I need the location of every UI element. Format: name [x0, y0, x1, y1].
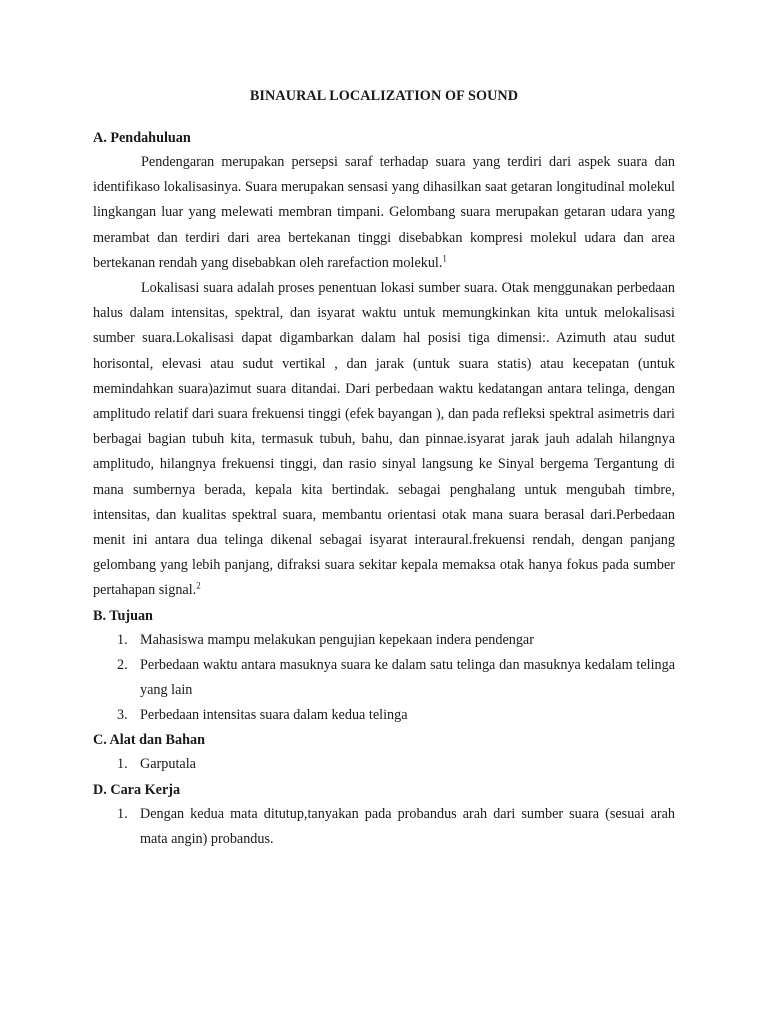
- list-number: 1.: [117, 805, 128, 822]
- list-item-text: Perbedaan intensitas suara dalam kedua telinga: [140, 707, 408, 724]
- section-c-heading: C. Alat dan Bahan: [93, 732, 205, 749]
- list-item: [93, 703, 675, 728]
- list-item: [93, 802, 675, 852]
- document-title: BINAURAL LOCALIZATION OF SOUND: [249, 88, 519, 104]
- section-b-heading: B. Tujuan: [93, 607, 153, 624]
- list-item-text: Garputala: [140, 756, 196, 773]
- footnote-ref-1[interactable]: 1: [442, 253, 447, 264]
- list-number: 3.: [117, 707, 128, 724]
- list-number: 2.: [117, 656, 128, 673]
- list-item: [93, 628, 675, 653]
- intro-paragraph-2: [93, 276, 675, 604]
- section-d-heading: D. Cara Kerja: [93, 781, 181, 798]
- intro-paragraph-2-text: Lokalisasi suara adalah proses penentuan lokasi sumber suara. Otak menggunakan perbedaan halus dalam intensitas, spektral, dan isyarat waktu untuk memungkinkan kita untuk melokalisasi sumber suara.Lokalisasi dapat digambarkan dalam hal posisi tiga dimensi:. Azimuth atau sudut horisontal, elevasi atau sudut vertikal , dan jarak (untuk suara statis) atau kecepatan (untuk memindahkan suara)azimut suara ditandai. Dari perbedaan waktu kedatangan antara telinga, dengan amplitudo relatif dari suara frekuensi tinggi (efek bayangan ), dan pada refleksi spektral asimetris dari berbagai bagian tubuh kita, termasuk tubuh, bahu, dan pinnae.isyarat jarak jauh adalah hilangnya amplitudo, hilangnya frekuensi tinggi, dan rasio sinyal langsung ke Sinyal bergema Tergantung di mana sumbernya berada, kepala kita bertindak. sebagai penghalang untuk mengubah timbre, intensitas, dan kualitas spektral suara, membantu orientasi otak mana suara berasal dari.Perbedaan menit ini antara dua telinga dikenal sebagai isyarat interaural.frekuensi rendah, dengan panjang gelombang yang lebih panjang, difraksi suara sekitar kepala memaksa otak hanya fokus pada sumber pertahapan signal.: [93, 280, 675, 599]
- section-a-heading: A. Pendahuluan: [93, 130, 191, 146]
- list-item: [93, 752, 675, 777]
- cara-kerja-list: [93, 802, 675, 852]
- list-item: [93, 653, 675, 703]
- list-number: 1.: [117, 756, 128, 773]
- intro-paragraph-1-text: Pendengaran merupakan persepsi saraf terhadap suara yang terdiri dari aspek suara dan identifikaso lokalisasinya. Suara merupakan sensasi yang dihasilkan saat getaran longitudinal molekul lingkangan luar yang melewati membran timpani. Gelombang suara merupakan getaran udara yang merambat dan terdiri dari area bertekanan tinggi disebabkan kompresi molekul udara dan area bertekanan rendah yang disebabkan oleh rarefaction molekul.: [93, 154, 675, 271]
- list-item-text: Dengan kedua mata ditutup,tanyakan pada probandus arah dari sumber suara (sesuai arah mata angin) probandus.: [140, 805, 675, 847]
- list-item-text: Mahasiswa mampu melakukan pengujian kepekaan indera pendengar: [140, 631, 534, 648]
- intro-paragraph-1: [93, 150, 675, 276]
- list-item-text: Perbedaan waktu antara masuknya suara ke dalam satu telinga dan masuknya kedalam telinga yang lain: [140, 656, 675, 699]
- document-page: [93, 86, 675, 852]
- list-number: 1.: [117, 631, 128, 648]
- footnote-ref-2[interactable]: 2: [196, 580, 201, 591]
- alat-bahan-list: [93, 752, 675, 777]
- tujuan-list: [93, 628, 675, 729]
